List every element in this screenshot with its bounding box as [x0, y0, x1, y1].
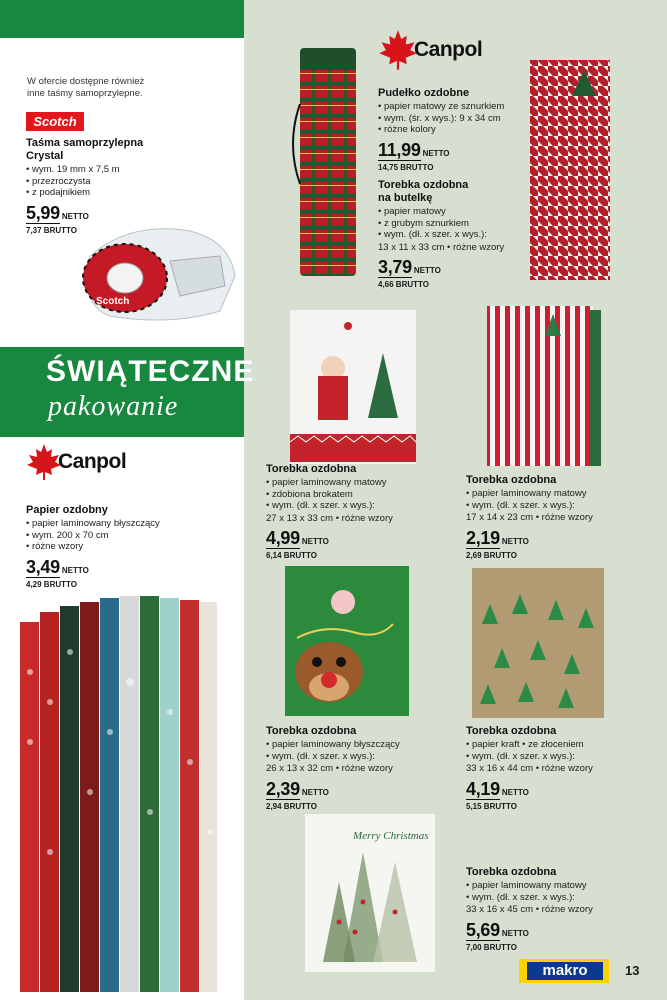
product-title: Taśma samoprzylepna Crystal	[26, 137, 144, 162]
product-title: Torebka ozdobna	[466, 474, 557, 486]
santa-bag-image	[288, 298, 418, 466]
kraft-bag-image	[470, 564, 606, 720]
merry-christmas-script: Merry Christmas	[353, 830, 429, 842]
makro-logo-text: makro	[527, 962, 603, 980]
product-bullets: • papier laminowany matowy • wym. (dł. x szer. x wys.):	[466, 488, 656, 511]
canpol-logo-text: Canpol	[58, 450, 127, 473]
price-netto: 4,19 NETTO	[466, 778, 529, 799]
product-bullets: • papier laminowany błyszczący • wym. (dł. x szer. x wys.):	[266, 739, 456, 762]
price-netto: 2,39 NETTO	[266, 778, 329, 799]
product-santa-bag	[266, 463, 456, 560]
product-title: Pudełko ozdobne	[378, 87, 470, 99]
product-wrapping-paper	[26, 504, 226, 589]
product-trees-bag	[466, 866, 656, 952]
product-title: Papier ozdobny	[26, 504, 108, 516]
makro-logo	[519, 959, 609, 983]
price-brutto: 6,14 BRUTTO	[266, 551, 317, 560]
product-extra: 33 x 16 x 44 cm • różne wzory	[466, 763, 593, 774]
banner-subtitle: pakowanie	[48, 391, 179, 422]
page-number: 13	[625, 963, 640, 978]
price-netto: 5,99 NETTO	[26, 202, 89, 223]
product-title: Torebka ozdobna na butelkę	[378, 179, 469, 204]
reindeer-bag-image	[283, 562, 411, 718]
product-reindeer-bag	[266, 725, 456, 811]
striped-bag-image	[485, 304, 603, 468]
decorative-tube-image	[290, 44, 366, 280]
price-netto: 4,99 NETTO	[266, 528, 329, 548]
tape-dispenser-image	[70, 216, 240, 331]
canpol-logo-left	[24, 442, 126, 482]
canpol-logo-right	[376, 28, 482, 72]
product-tube	[378, 87, 518, 172]
price-brutto: 4,66 BRUTTO	[378, 280, 429, 289]
product-extra: 13 x 11 x 33 cm • różne wzory	[378, 241, 505, 253]
price-brutto: 2,69 BRUTTO	[466, 550, 517, 560]
product-extra: 27 x 13 x 33 cm • różne wzory	[266, 512, 393, 524]
product-title: Torebka ozdobna	[266, 725, 357, 737]
product-bullets: • papier laminowany matowy • wym. (dł. x szer. x wys.):	[466, 880, 656, 903]
scotch-logo: Scotch	[26, 112, 84, 131]
bottle-bag-image	[528, 56, 612, 282]
product-bottle-bag	[378, 179, 518, 289]
banner-swiateczne	[0, 347, 255, 437]
price-netto: 3,49 NETTO	[26, 556, 89, 577]
product-title: Torebka ozdobna	[466, 725, 557, 737]
canpol-logo-text: Canpol	[414, 38, 483, 61]
product-extra: 33 x 16 x 45 cm • różne wzory	[466, 904, 593, 915]
product-striped-bag	[466, 474, 656, 560]
wrapping-paper-rolls-image	[18, 592, 218, 994]
product-extra: 26 x 13 x 32 cm • różne wzory	[266, 763, 393, 774]
product-bullets: • wym. 19 mm x 7,5 m • przezroczysta • z podajnikiem	[26, 164, 206, 199]
price-brutto: 5,15 BRUTTO	[466, 801, 517, 811]
product-kraft-bag	[466, 725, 656, 811]
note-line-1: W ofercie dostępne również	[27, 76, 145, 87]
price-brutto: 7,00 BRUTTO	[466, 942, 517, 952]
top-green-strip	[0, 0, 244, 38]
banner-title: ŚWIĄTECZNE	[46, 355, 255, 388]
product-title: Torebka ozdobna	[466, 866, 557, 878]
product-bullets: • papier kraft • ze złoceniem • wym. (dł. x szer. x wys.):	[466, 739, 656, 762]
price-netto: 3,79 NETTO	[378, 257, 441, 277]
price-brutto: 7,37 BRUTTO	[26, 225, 77, 235]
price-brutto: 14,75 BRUTTO	[378, 162, 434, 172]
product-bullets: • papier matowy • z grubym sznurkiem • wym. (dł. x szer. x wys.):	[378, 206, 518, 241]
note-line-2: inne taśmy samoprzylepne.	[27, 88, 143, 99]
price-brutto: 4,29 BRUTTO	[26, 579, 77, 589]
product-title: Torebka ozdobna	[266, 463, 357, 475]
price-netto: 2,19 NETTO	[466, 527, 529, 548]
price-netto: 11,99 NETTO	[378, 139, 450, 160]
price-brutto: 2,94 BRUTTO	[266, 801, 317, 811]
product-bullets: • papier matowy ze sznurkiem • wym. (śr. x wys.): 9 x 34 cm • różne kolory	[378, 101, 518, 136]
svg-text:Scotch: Scotch	[96, 296, 130, 307]
price-netto: 5,69 NETTO	[466, 919, 529, 940]
product-bullets: • papier laminowany błyszczący • wym. 200 x 70 cm • różne wzory	[26, 518, 226, 553]
product-extra: 17 x 14 x 23 cm • różne wzory	[466, 512, 593, 523]
availability-note	[27, 76, 197, 100]
product-bullets: • papier laminowany matowy • zdobiona brokatem • wym. (dł. x szer. x wys.):	[266, 477, 456, 512]
